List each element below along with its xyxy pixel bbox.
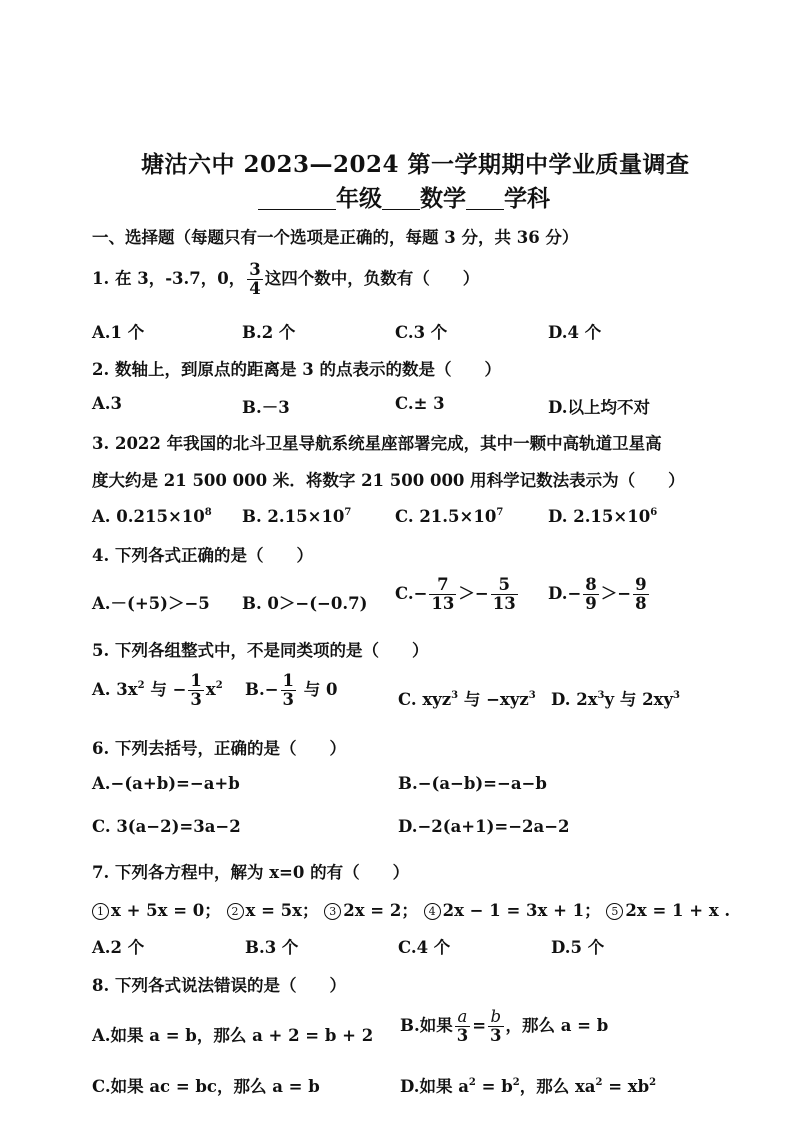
q5a-fraction: $\frac{1}{3}$ — [190, 671, 202, 709]
q4-option-c: C.− $\frac{7}{13}$ ＞− $\frac{5}{13}$ — [395, 575, 516, 613]
q7-option-a: A.2 个 — [92, 938, 145, 957]
q7-option-b: B.3 个 — [245, 938, 299, 957]
question-4: 4. 下列各式正确的是（ ） — [92, 546, 313, 565]
circled-1-icon: 1 — [92, 903, 109, 920]
q4c-fraction-1: $\frac{7}{13}$ — [431, 575, 455, 613]
q7-option-d: D.5 个 — [551, 938, 605, 957]
page-title: 塘沽六中 2023—2024 第一学期期中学业质量调查 — [141, 151, 690, 178]
q4-option-a: A.－(+5)＞−5 — [92, 594, 210, 613]
q8b-fraction-2: $\frac{b}{3}$ — [490, 1007, 502, 1045]
q8-option-c: C.如果 ac = bc，那么 a = b — [92, 1077, 320, 1096]
q3-line-1: 3. 2022 年我国的北斗卫星导航系统星座部署完成，其中一颗中高轨道卫星高 — [92, 434, 662, 453]
question-1 — [92, 261, 479, 298]
q1-option-b: B.2 个 — [242, 323, 296, 342]
q3-option-a: A. $0.215\times 10^8$ — [92, 507, 212, 526]
q4-option-d: D.− $\frac{8}{9}$ ＞− $\frac{9}{8}$ — [548, 575, 647, 613]
q4d-fraction-2: $\frac{9}{8}$ — [635, 575, 647, 613]
circled-2-icon: 2 — [227, 903, 244, 920]
q1-option-c: C.3 个 — [395, 323, 448, 342]
q1-option-d: D.4 个 — [548, 323, 602, 342]
question-5: 5. 下列各组整式中，不是同类项的是（ ） — [92, 641, 429, 660]
q3-option-b: B. $2.15\times 10^7$ — [242, 507, 352, 526]
question-8: 8. 下列各式说法错误的是（ ） — [92, 976, 346, 995]
q6-option-c: C. 3(a−2)=3a−2 — [92, 817, 241, 836]
q1-stem-b: 这四个数中，负数有（ ） — [264, 269, 480, 288]
grade-label: 年级 — [336, 185, 382, 212]
question-2: 2. 数轴上，到原点的距离是 3 的点表示的数是（ ） — [92, 360, 501, 379]
question-6: 6. 下列去括号，正确的是（ ） — [92, 739, 346, 758]
q8-option-b: B.如果 $\frac{a}{3}$ = $\frac{b}{3}$ ，那么 a = b — [400, 1007, 609, 1045]
q6-option-d: D.−2(a+1)=−2a−2 — [398, 817, 570, 836]
q1-stem-a: 1. 在 3，-3.7，0， — [92, 269, 246, 288]
q6-option-a: A.−(a+b)=−a+b — [92, 774, 240, 793]
q5-option-b: B.− $\frac{1}{3}$ 与 0 — [245, 671, 338, 709]
q2-option-b: B.－3 — [242, 398, 290, 417]
q3-option-c: C. $21.5\times 10^7$ — [395, 507, 504, 526]
q6-option-b: B.−(a−b)=−a−b — [398, 774, 547, 793]
question-7: 7. 下列各方程中，解为 x=0 的有（ ） — [92, 863, 410, 882]
q5b-fraction: $\frac{1}{3}$ — [282, 671, 294, 709]
subject-blank-left — [382, 187, 420, 210]
subject-blank-right — [466, 187, 504, 210]
q1-option-a: A.1 个 — [92, 323, 145, 342]
q3-option-d: D. $2.15\times 10^6$ — [548, 507, 658, 526]
q8b-fraction-1: $\frac{a}{3}$ — [456, 1007, 469, 1045]
q7-equations: 1 x + 5x = 0； 2 x = 5x； 3 2x = 2； 4 2x − 1 = 3x + 1； 5 2x = 1 + x . — [92, 897, 730, 921]
subject-name: 数学 — [420, 185, 466, 212]
q3-line-2: 度大约是 21 500 000 米．将数字 21 500 000 用科学记数法表示为（ ） — [92, 471, 685, 490]
q2-option-d: D.以上均不对 — [548, 398, 650, 417]
q4d-fraction-1: $\frac{8}{9}$ — [585, 575, 597, 613]
circled-4-icon: 4 — [424, 903, 441, 920]
q8-option-d: D.如果 $a^2 = b^2$，那么 $xa^2 = xb^2$ — [400, 1077, 657, 1096]
q2-option-a: A.3 — [92, 394, 123, 413]
subtitle — [258, 180, 550, 213]
q5-option-c: C. xyz$^3$ 与 −xyz$^3$ — [398, 690, 536, 709]
q5-option-a: A. $3x^2$ 与 − $\frac{1}{3}$ $x^2$ — [92, 671, 223, 709]
q2-option-c: C.± 3 — [395, 394, 445, 413]
q4-option-b: B. 0＞−(−0.7) — [242, 594, 368, 613]
section-heading: 一、选择题（每题只有一个选项是正确的，每题 3 分，共 36 分） — [92, 228, 579, 247]
circled-3-icon: 3 — [324, 903, 341, 920]
q8-option-a: A.如果 a = b，那么 a + 2 = b + 2 — [92, 1026, 374, 1045]
q5-option-d: D. $2x^3y$ 与 $2xy^3$ — [551, 690, 680, 709]
q4c-fraction-2: $\frac{5}{13}$ — [492, 575, 516, 613]
q7-option-c: C.4 个 — [398, 938, 451, 957]
grade-blank — [258, 187, 336, 210]
q1-fraction: $\frac{3}{4}$ — [249, 260, 261, 298]
subject-label: 学科 — [504, 185, 550, 212]
circled-5-icon: 5 — [606, 903, 623, 920]
